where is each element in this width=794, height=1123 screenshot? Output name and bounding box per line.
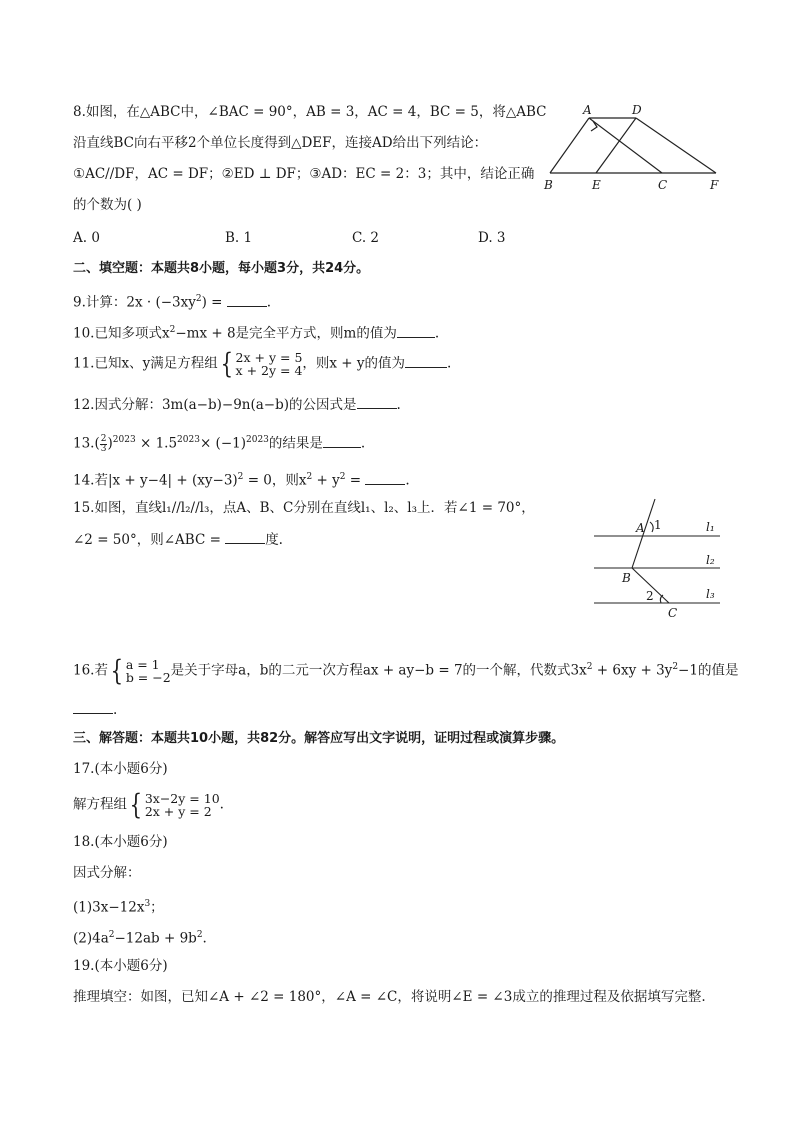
q18-p2-pre: (2)4a: [73, 930, 109, 947]
q16: [73, 654, 739, 687]
q13: 13.( $\frac{2}{3}$ )$^{2023} \times 1.5^{2023}\times (-1)^{2023}$的结果是 .: [73, 433, 366, 454]
q11-system: { 2x + y = 5 x + 2y = 4: [220, 347, 303, 380]
q15-line2: [73, 529, 283, 550]
q8-option-b: B. 1: [225, 230, 253, 246]
q14-pre: 14.若|x + y−4| + (xy−3): [73, 472, 238, 489]
q18-p2-post: .: [202, 930, 207, 947]
q13-num: 2: [100, 433, 107, 444]
q18-p2-mid: −12ab + 9b: [114, 930, 197, 947]
q18-title: 18.(本小题6分): [73, 834, 168, 850]
q11-eq2: x + 2y = 4: [235, 363, 303, 378]
q13-exp3: 2023: [246, 435, 269, 445]
q14-exp1: 2: [237, 472, 244, 482]
q16-mid: 是关于字母a，b的二元一次方程ax + ay−b = 7的一个解，代数式3x: [170, 662, 587, 679]
q17-title: 17.(本小题6分): [73, 761, 168, 777]
label-angle-1: 1: [654, 518, 662, 532]
label-f: F: [710, 178, 719, 192]
q18-p1-post: ；: [150, 899, 164, 916]
q13-exp1: 2023: [112, 435, 136, 445]
q8-line2: 沿直线BC向右平移2个单位长度得到△DEF，连接AD给出下列结论：: [73, 135, 488, 151]
right-angle-mark: [591, 121, 597, 131]
q16-answer-blank[interactable]: [73, 699, 113, 714]
q13-exp2: 2023: [177, 435, 200, 445]
line-df: [636, 118, 716, 173]
q9-answer-blank[interactable]: [227, 292, 267, 307]
q16-exp1: 2: [586, 662, 593, 672]
label-l2: l₂: [706, 553, 715, 567]
q8-line3: ①AC//DF，AC = DF；②ED ⊥ DF；③AD：EC = 2：3；其中，结论正确: [73, 166, 535, 182]
q14-mid2: + y: [312, 472, 340, 489]
q11-eq1: 2x + y = 5: [235, 350, 303, 365]
q15-line2-post: 度.: [265, 532, 283, 548]
q16-eq1: a = 1: [125, 657, 160, 672]
label-c: C: [668, 606, 678, 620]
q18-part2: [73, 925, 207, 949]
q10: 10.已知多项式$x^2-mx + 8$是完全平方式，则m的值为 .: [73, 320, 439, 344]
q16-mid2: + 6xy + 3y: [592, 662, 673, 679]
q17-system: { 3x−2y = 10 2x + y = 2: [129, 788, 220, 821]
q14-answer-blank[interactable]: [365, 470, 405, 485]
label-b: B: [622, 571, 631, 585]
q17-eq1: 3x−2y = 10: [144, 791, 220, 806]
q16-system: { a = 1 b = −2: [110, 654, 171, 687]
label-l1: l₁: [706, 520, 715, 534]
q14-exp2: 2: [306, 472, 313, 482]
q18-p2-exp2: 2: [196, 930, 203, 940]
q15-figure: [588, 496, 728, 620]
q9: 9.计算：$2x \cdot (-3xy^2)$ = .: [73, 289, 271, 313]
q8-line1: 8.如图，在△ABC中，∠BAC = 90°，AB = 3，AC = 4，BC = 5，将△ABC: [73, 104, 547, 120]
q13-mid2: × (−1): [199, 435, 246, 452]
label-angle-2: 2: [646, 589, 654, 603]
q15-line2-pre: ∠2 = 50°，则∠ABC =: [73, 532, 226, 548]
q15-answer-blank[interactable]: [225, 529, 265, 544]
q11: 11.已知x、y满足方程组 { 2x + y = 5 x + 2y = 4 ，则x + y的值为 .: [73, 347, 452, 380]
label-c: C: [658, 178, 668, 192]
q11-answer-blank[interactable]: [405, 353, 447, 368]
q16-eq2: b = −2: [125, 670, 171, 685]
q16-line2: .: [73, 699, 117, 720]
q9-pre: 9.计算：2x · (−3xy: [73, 294, 196, 311]
q8-option-a: A. 0: [73, 230, 100, 246]
q10-exp: 2: [169, 325, 176, 335]
q18-p1-exp: 3: [144, 899, 151, 909]
q18-prompt: 因式分解：: [73, 865, 141, 881]
q9-post: ) =: [201, 294, 227, 311]
q18-p2-exp1: 2: [108, 930, 115, 940]
q11-pre: 11.已知x、y满足方程组: [73, 355, 218, 372]
q13-mid1: × 1.5: [135, 435, 178, 452]
line-ab: [550, 118, 589, 173]
line-de: [596, 118, 636, 173]
q18-p1-pre: (1)3x−12x: [73, 899, 145, 916]
q14-exp3: 2: [339, 472, 346, 482]
q16-exp2: 2: [672, 662, 679, 672]
q19-text: 推理填空：如图，已知∠A + ∠2 = 180°，∠A = ∠C，将说明∠E = ∠3成立的推理过程及依据填写完整.: [73, 989, 706, 1005]
label-b: B: [544, 178, 553, 192]
q13-pre: 13.(: [73, 435, 100, 452]
q16-post: −1的值是: [678, 662, 739, 679]
q13-fraction: [100, 435, 108, 454]
q10-answer-blank[interactable]: [397, 323, 435, 338]
q10-mid: −mx + 8是完全平方式，则m的值为: [175, 325, 397, 342]
q8-option-c: C. 2: [352, 230, 380, 246]
label-e: E: [592, 178, 601, 192]
label-a: A: [636, 521, 645, 535]
q12: 12.因式分解：3m(a−b)−9n(a−b)的公因式是 .: [73, 394, 401, 415]
q13-post: 的结果是: [268, 435, 323, 452]
q13-answer-blank[interactable]: [323, 433, 361, 448]
q8-line4: 的个数为( ): [73, 197, 142, 213]
q13-den: 3: [100, 443, 107, 454]
q12-answer-blank[interactable]: [357, 394, 397, 409]
section3-heading: 三、解答题：本题共10小题，共82分。解答应写出文字说明，证明过程或演算步骤。: [73, 731, 565, 746]
q14-mid: = 0，则x: [243, 472, 307, 489]
q8-figure: [540, 100, 730, 195]
q19-title: 19.(本小题6分): [73, 958, 168, 974]
q15-line1: 15.如图，直线l₁//l₂//l₃，点A、B、C分别在直线l₁、l₂、l₃上．若∠1 = 70°，: [73, 500, 535, 516]
q16-pre: 16.若: [73, 662, 108, 679]
label-l3: l₃: [706, 587, 715, 601]
line-ac: [589, 118, 662, 173]
q12-text: 12.因式分解：3m(a−b)−9n(a−b)的公因式是: [73, 397, 357, 413]
q18-part1: [73, 894, 164, 918]
label-d: D: [632, 103, 642, 117]
q14-post: =: [345, 472, 366, 489]
label-a: A: [583, 103, 592, 117]
q10-pre: 10.已知多项式x: [73, 325, 170, 342]
q14: 14.若$|x + y-4| + (xy-3)^2 = 0$，则$x^2 + y^2$ = .: [73, 467, 410, 491]
q17-post: .: [219, 796, 224, 813]
angle-1-arc: [650, 522, 653, 532]
q9-exp: 2: [195, 294, 202, 304]
q8-option-d: D. 3: [478, 230, 506, 246]
section2-heading: 二、填空题：本题共8小题，每小题3分，共24分。: [73, 261, 370, 276]
q11-post: ，则x + y的值为: [302, 355, 406, 372]
q17-pre: 解方程组: [73, 796, 127, 813]
q17-body: [73, 788, 224, 821]
q17-eq2: 2x + y = 2: [144, 804, 212, 819]
